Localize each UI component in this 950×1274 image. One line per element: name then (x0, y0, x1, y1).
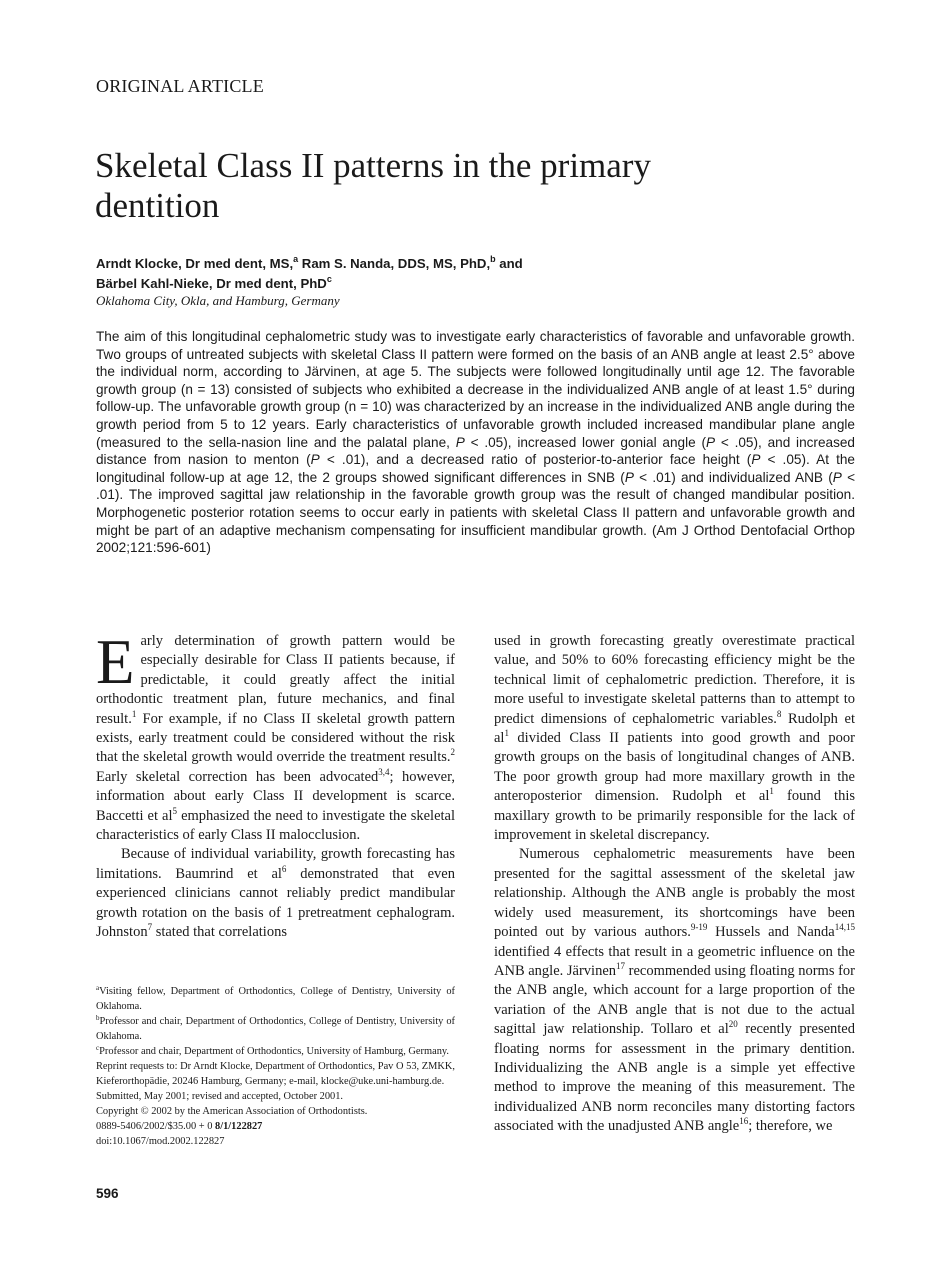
citation: 16 (739, 1116, 749, 1127)
body-text: Hussels and Nanda (707, 924, 835, 941)
body-text: Early skeletal correction has been advocated (96, 768, 379, 785)
citation: 2 (450, 747, 455, 758)
abstract-p-symbol: P (705, 434, 716, 450)
citation: 7 (147, 922, 153, 933)
abstract-p-symbol: P (624, 469, 634, 485)
body-text: ; however, information about early Class II development is scarce. Baccetti et al (96, 768, 455, 824)
footnote-marker: b (96, 1014, 100, 1022)
author-sup-a: a (293, 254, 299, 264)
author-klocke: Arndt Klocke, Dr med dent, MS, (96, 256, 294, 271)
footnote-marker: a (96, 984, 100, 992)
copyright-line: Copyright © 2002 by the American Association of Orthodontists. (96, 1106, 368, 1117)
body-text: Because of individual variability, growth forecasting has limitations. Baumrind et al (96, 846, 455, 882)
body-text: divided Class II patients into good growth and poor growth groups on the basis of longitudinal changes of ANB. The poor growth group had more maxillary growth in the anteroposterior dimension. Rudolph et al (494, 730, 855, 805)
body-text: arly determination of growth pattern would be especially desirable for Class II patients because, if predictable, it could greatly affect the initial orthodontic treatment plan, future mechanics, and final result. (96, 633, 455, 727)
body-text: recently presented floating norms for assessment in the primary dentition. Individualizing the ANB angle is a simple yet effective method to improve the meaning of this measurement. The individualized ANB norm reconciles many distorting factors associated with the unadjusted ANB angle (494, 1021, 855, 1135)
affiliation: Oklahoma City, Okla, and Hamburg, Germany (96, 293, 340, 308)
submission-dates: Submitted, May 2001; revised and accepted, October 2001. (96, 1091, 344, 1102)
footnote-text: Visiting fellow, Department of Orthodontics, College of Dentistry, University of Oklahoma. (96, 986, 455, 1012)
abstract-text: < .05). At the longitudinal follow-up at age 12, the 2 groups showed significant differences in SNB ( (96, 452, 855, 485)
author-kahl-nieke: Bärbel Kahl-Nieke, Dr med dent, PhD (96, 276, 327, 291)
page-number: 596 (96, 1186, 119, 1201)
body-text: used in growth forecasting greatly overestimate practical value, and 50% to 60% forecasting efficiency might be the technical limit of cephalometric prediction. Therefore, it is more useful to investigate skeletal patterns than to attempt to predict dimensions of cephalometric variables. (494, 633, 855, 727)
footnote-text: Professor and chair, Department of Orthodontics, College of Dentistry, University of Oklahoma. (96, 1016, 455, 1042)
author-list (96, 254, 796, 294)
author-and: and (495, 256, 523, 271)
footnote-text: Professor and chair, Department of Orthodontics, University of Hamburg, Germany. (99, 1046, 450, 1057)
body-text: Rudolph et al (494, 710, 855, 747)
citation: 6 (281, 863, 287, 874)
article-title: Skeletal Class II patterns in the primary dentition (95, 146, 651, 225)
body-column-right (494, 632, 855, 1137)
citation: 5 (172, 805, 178, 816)
body-text: For example, if no Class II skeletal growth pattern exists, early treatment could be considered without the risk that the skeletal growth would override the treatment results. (96, 710, 455, 766)
body-text: identified 4 effects that result in a geometric influence on the ANB angle. Järvinen (494, 943, 855, 979)
issn-text: 0889-5406/2002/$35.00 + 0 (96, 1121, 216, 1132)
body-text: emphasized the need to investigate the skeletal characteristics of early Class II malocclusion. (96, 807, 455, 844)
reprint-requests: Reprint requests to: Dr Arndt Klocke, Department of Orthodontics, Pav O 53, ZMKK, Kieferorthopädie, 20246 Hamburg, Germany; e-mail, klocke@uke.uni-hamburg.de. (96, 1061, 455, 1087)
body-text: stated that correlations (152, 924, 287, 941)
abstract-text: < .01) and individualized ANB ( (633, 469, 833, 485)
footnote-marker: c (96, 1044, 100, 1052)
abstract-p-symbol: P (455, 434, 465, 450)
abstract-text: < .01). The improved sagittal jaw relationship in the favorable growth group was the result of changed mandibular position. Morphogenetic posterior rotation seems to occur early in patients with skeletal Class II pattern and unfavorable growth and might be part of an adaptive mechanism compensating for insufficient mandibular growth. (Am J Orthod Dentofacial Orthop 2002;121:596-601) (96, 469, 856, 556)
body-paragraph (96, 845, 455, 942)
abstract-p-symbol: P (751, 452, 761, 468)
body-text: Numerous cephalometric measurements have been presented for the sagittal assessment of the skeletal jaw relationship. Although the ANB angle is probably the most widely used measurement, its shortcomings have been pointed out by various authors. (494, 846, 855, 941)
footnotes (96, 984, 455, 1149)
body-text: found this maxillary growth to be primarily responsible for the lack of improvement in skeletal discrepancy. (494, 788, 855, 844)
citation: 17 (616, 960, 626, 971)
issn-line (96, 1119, 455, 1134)
author-nanda: Ram S. Nanda, DDS, MS, PhD, (298, 256, 491, 271)
citation: 14,15 (834, 922, 855, 933)
footnote-b (96, 1014, 455, 1044)
citation: 1 (769, 786, 774, 797)
author-sup-b: b (490, 254, 496, 264)
abstract (96, 328, 855, 557)
abstract-p-symbol: P (310, 452, 320, 468)
citation: 9-19 (690, 922, 708, 933)
body-paragraph (494, 845, 855, 1136)
body-column-left (96, 627, 455, 943)
section-label: ORIGINAL ARTICLE (96, 76, 264, 96)
body-text: recommended using floating norms for the ANB angle, which account for a large proportion of the variation of the ANB angle that is not due to the actual sagittal jaw relationship. Tollaro et al (494, 962, 855, 1038)
citation: 1 (131, 708, 137, 719)
citation: 3,4 (378, 766, 390, 777)
footnote-a (96, 984, 455, 1014)
citation: 8 (776, 708, 782, 719)
doi-line: doi:10.1067/mod.2002.122827 (96, 1136, 225, 1147)
author-sup-c: c (326, 274, 332, 284)
citation: 20 (728, 1019, 738, 1030)
body-text: demonstrated that even experienced clinicians cannot reliably predict mandibular growth rotation on the basis of 1 pretreatment cephalogram. Johnston (96, 865, 455, 941)
citation: 1 (504, 728, 509, 739)
abstract-text: < .01), and a decreased ratio of posterior-to-anterior face height ( (319, 452, 752, 468)
body-paragraph (494, 632, 855, 845)
footnote-c (96, 1044, 455, 1059)
abstract-text: < .05), increased lower gonial angle ( (464, 434, 706, 450)
body-paragraph (96, 627, 455, 845)
drop-cap: E (96, 627, 135, 697)
abstract-text: The aim of this longitudinal cephalometric study was to investigate early characteristics of favorable and unfavorable growth. Two groups of untreated subjects with skeletal Class II pattern were formed on the basis of an ANB angle at least 2.5° above the individual norm, according to Järvinen, at age 5. The subjects were followed longitudinally until age 12. The favorable growth group (n = 13) consisted of subjects who exhibited a decrease in the individualized ANB angle of at least 1.5° during follow-up. The unfavorable growth group (n = 10) was characterized by an increase in the individualized ANB angle during the growth period from 5 to 12 years. Early characteristics of unfavorable growth included increased mandibular plane angle (measured to the sella-nasion line and the palatal plane, (96, 329, 855, 450)
abstract-p-symbol: P (832, 469, 842, 485)
body-text: ; therefore, we (748, 1118, 833, 1135)
abstract-text: < .05), and increased distance from nasion to menton ( (96, 434, 855, 468)
issn-code: 8/1/122827 (215, 1121, 263, 1132)
